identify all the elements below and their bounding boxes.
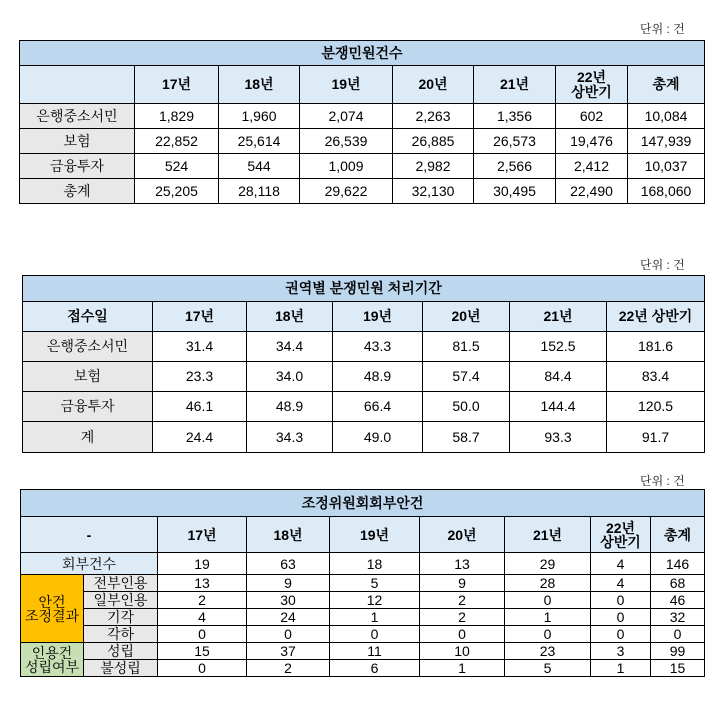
cell: 11 (330, 643, 420, 660)
cell: 68 (651, 575, 705, 592)
cell: 15 (158, 643, 247, 660)
table-row (21, 575, 705, 592)
cell: 10,037 (628, 154, 705, 179)
cell: 152.5 (510, 332, 607, 362)
table-row (23, 422, 705, 453)
cell: 0 (505, 592, 591, 609)
table-row (21, 592, 705, 609)
cell: 4 (591, 553, 651, 575)
cell: 37 (247, 643, 330, 660)
cell: 50.0 (423, 392, 510, 422)
committee-referral-table (20, 489, 705, 677)
row-label: 보험 (20, 129, 135, 154)
cell: 2 (420, 592, 505, 609)
cell: 22,852 (135, 129, 219, 154)
cell: 0 (330, 626, 420, 643)
cell: 0 (158, 626, 247, 643)
header-cell: 22년 상반기 (591, 517, 651, 553)
cell: 144.4 (510, 392, 607, 422)
cell: 1,356 (474, 104, 556, 129)
table-row (21, 553, 705, 575)
cell: 120.5 (607, 392, 705, 422)
cell: 2 (420, 609, 505, 626)
cell: 0 (651, 626, 705, 643)
cell: 57.4 (423, 362, 510, 392)
header-cell: 22년 상반기 (556, 66, 628, 104)
header-cell: 19년 (300, 66, 393, 104)
cell: 31.4 (153, 332, 247, 362)
table-row (20, 129, 705, 154)
header-cell: 19년 (333, 302, 423, 332)
cell: 0 (591, 626, 651, 643)
cell: 0 (591, 609, 651, 626)
cell: 32 (651, 609, 705, 626)
cell: 63 (247, 553, 330, 575)
cell: 9 (247, 575, 330, 592)
cell: 25,614 (219, 129, 300, 154)
cell: 19,476 (556, 129, 628, 154)
cell: 18 (330, 553, 420, 575)
processing-period-table (22, 275, 705, 453)
unit-label-2: 단위 : 건 (640, 258, 685, 272)
cell: 48.9 (247, 392, 333, 422)
cell: 19 (158, 553, 247, 575)
cell: 23.3 (153, 362, 247, 392)
cell: 5 (330, 575, 420, 592)
header-cell: 20년 (420, 517, 505, 553)
cell: 13 (420, 553, 505, 575)
cell: 15 (651, 660, 705, 677)
row-label: 기각 (84, 609, 158, 626)
cell: 9 (420, 575, 505, 592)
table-row (20, 104, 705, 129)
cell: 12 (330, 592, 420, 609)
cell: 26,539 (300, 129, 393, 154)
row-label: 은행중소서민 (23, 332, 153, 362)
header-corner (20, 66, 135, 104)
cell: 25,205 (135, 179, 219, 204)
cell: 24 (247, 609, 330, 626)
row-label: 각하 (84, 626, 158, 643)
cell: 4 (591, 575, 651, 592)
cell: 0 (505, 626, 591, 643)
table-row (20, 179, 705, 204)
row-label: 회부건수 (21, 553, 158, 575)
header-cell: 총계 (651, 517, 705, 553)
cell: 46 (651, 592, 705, 609)
cell: 22,490 (556, 179, 628, 204)
cell: 32,130 (393, 179, 474, 204)
header-cell: 21년 (505, 517, 591, 553)
cell: 181.6 (607, 332, 705, 362)
row-label: 일부인용 (84, 592, 158, 609)
cell: 1 (591, 660, 651, 677)
cell: 91.7 (607, 422, 705, 453)
cell: 23 (505, 643, 591, 660)
header-corner: 접수일 (23, 302, 153, 332)
cell: 10,084 (628, 104, 705, 129)
cell: 13 (158, 575, 247, 592)
table-title: 권역별 분쟁민원 처리기간 (23, 276, 705, 302)
cell: 66.4 (333, 392, 423, 422)
table-row (21, 660, 705, 677)
row-label: 보험 (23, 362, 153, 392)
complaints-count-table (19, 40, 705, 204)
table-title: 분쟁민원건수 (20, 41, 705, 66)
cell: 48.9 (333, 362, 423, 392)
cell: 2,566 (474, 154, 556, 179)
header-cell: 18년 (247, 302, 333, 332)
table-row (23, 362, 705, 392)
cell: 0 (420, 626, 505, 643)
row-label: 금융투자 (23, 392, 153, 422)
cell: 2,263 (393, 104, 474, 129)
row-label: 금융투자 (20, 154, 135, 179)
header-cell: 18년 (247, 517, 330, 553)
table-row (23, 332, 705, 362)
row-label: 전부인용 (84, 575, 158, 592)
table-row (20, 154, 705, 179)
cell: 49.0 (333, 422, 423, 453)
cell: 26,573 (474, 129, 556, 154)
cell: 10 (420, 643, 505, 660)
row-label: 총계 (20, 179, 135, 204)
cell: 34.0 (247, 362, 333, 392)
cell: 5 (505, 660, 591, 677)
table-title: 조정위원회회부안건 (21, 490, 705, 517)
table-row (21, 626, 705, 643)
cell: 1 (505, 609, 591, 626)
unit-label-3: 단위 : 건 (640, 474, 685, 488)
cell: 28 (505, 575, 591, 592)
cell: 2 (158, 592, 247, 609)
header-cell: 19년 (330, 517, 420, 553)
cell: 524 (135, 154, 219, 179)
cell: 4 (158, 609, 247, 626)
row-label: 성립 (84, 643, 158, 660)
cell: 34.3 (247, 422, 333, 453)
cell: 6 (330, 660, 420, 677)
cell: 30 (247, 592, 330, 609)
cell: 168,060 (628, 179, 705, 204)
header-cell: 20년 (393, 66, 474, 104)
cell: 2 (247, 660, 330, 677)
cell: 34.4 (247, 332, 333, 362)
cell: 1 (420, 660, 505, 677)
header-cell: 21년 (474, 66, 556, 104)
cell: 0 (158, 660, 247, 677)
header-cell: 20년 (423, 302, 510, 332)
table-row (21, 609, 705, 626)
header-cell: 17년 (135, 66, 219, 104)
cell: 46.1 (153, 392, 247, 422)
cell: 84.4 (510, 362, 607, 392)
cell: 2,982 (393, 154, 474, 179)
cell: 147,939 (628, 129, 705, 154)
cell: 24.4 (153, 422, 247, 453)
cell: 0 (247, 626, 330, 643)
table-row (21, 643, 705, 660)
cell: 58.7 (423, 422, 510, 453)
cell: 1 (330, 609, 420, 626)
cell: 43.3 (333, 332, 423, 362)
header-cell: 17년 (153, 302, 247, 332)
cell: 26,885 (393, 129, 474, 154)
row-label: 은행중소서민 (20, 104, 135, 129)
header-cell: 18년 (219, 66, 300, 104)
cell: 29,622 (300, 179, 393, 204)
table-row (23, 392, 705, 422)
cell: 29 (505, 553, 591, 575)
cell: 93.3 (510, 422, 607, 453)
cell: 146 (651, 553, 705, 575)
header-cell: 22년 상반기 (607, 302, 705, 332)
header-cell: 17년 (158, 517, 247, 553)
cell: 83.4 (607, 362, 705, 392)
cell: 99 (651, 643, 705, 660)
cell: 1,960 (219, 104, 300, 129)
row-label: 계 (23, 422, 153, 453)
cell: 1,829 (135, 104, 219, 129)
header-corner: - (21, 517, 158, 553)
cell: 1,009 (300, 154, 393, 179)
cell: 544 (219, 154, 300, 179)
group-label: 안건 조정결과 (21, 575, 84, 643)
row-label: 불성립 (84, 660, 158, 677)
cell: 2,412 (556, 154, 628, 179)
header-cell: 21년 (510, 302, 607, 332)
unit-label-1: 단위 : 건 (640, 22, 685, 36)
group-label: 인용건 성립여부 (21, 643, 84, 677)
cell: 28,118 (219, 179, 300, 204)
cell: 3 (591, 643, 651, 660)
header-cell: 총계 (628, 66, 705, 104)
cell: 0 (591, 592, 651, 609)
cell: 81.5 (423, 332, 510, 362)
cell: 2,074 (300, 104, 393, 129)
cell: 30,495 (474, 179, 556, 204)
cell: 602 (556, 104, 628, 129)
